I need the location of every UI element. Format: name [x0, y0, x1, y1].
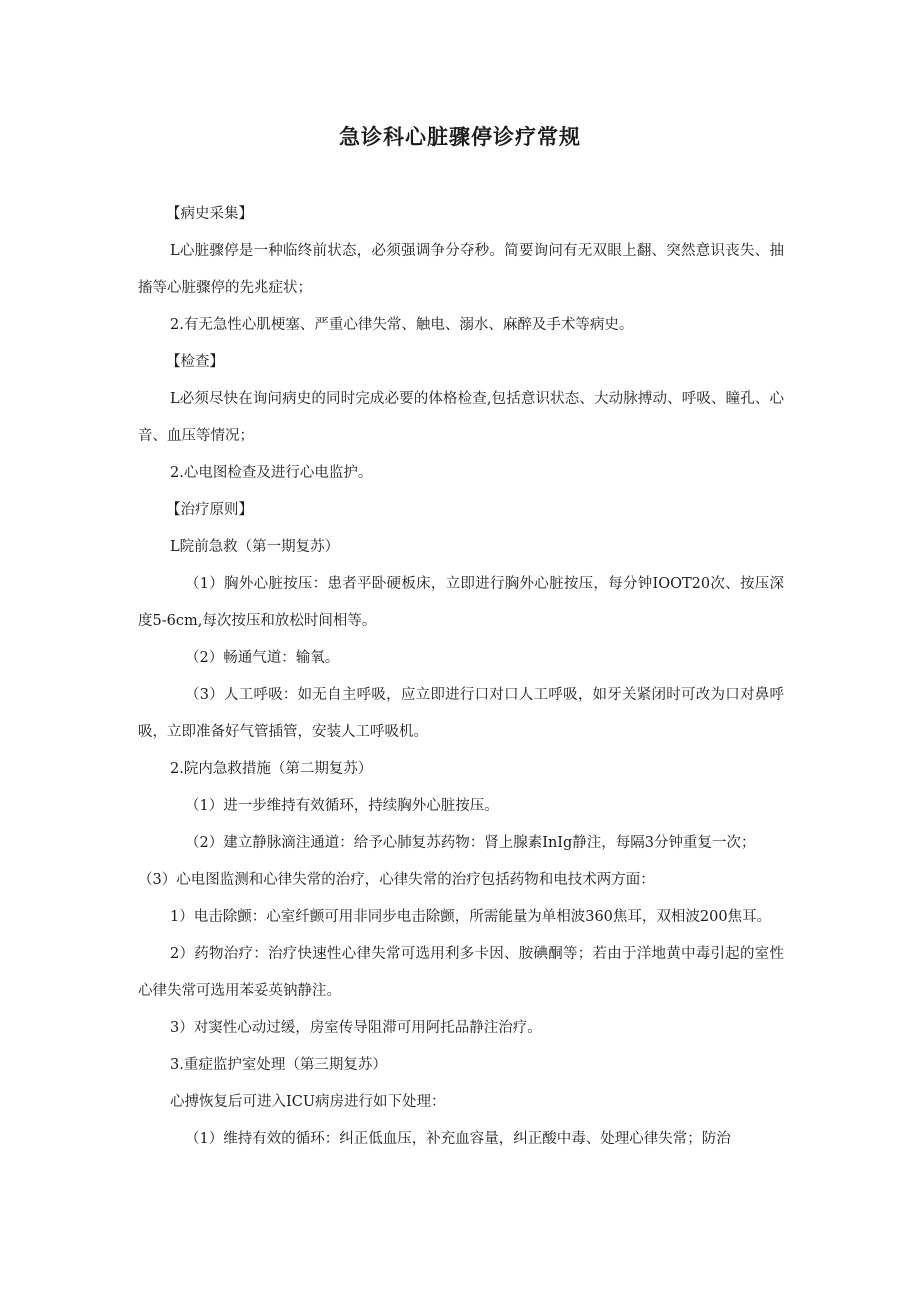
document-body: [138, 196, 784, 1158]
paragraph: L心脏骤停是一种临终前状态，必须强调争分夺秒。简要询问有无双眼上翻、突然意识丧失、抽搐等心脏骤停的先兆症状；: [138, 243, 784, 296]
paragraph: 3）对窦性心动过缓，房室传导阻滞可用阿托品静注治疗。: [170, 1020, 542, 1036]
section-heading-treatment: 【治疗原则】: [166, 502, 253, 518]
section-heading-exam: 【检查】: [166, 354, 224, 370]
section-heading-history: 【病史采集】: [166, 206, 253, 222]
paragraph: （1）维持有效的循环：纠正低血压，补充血容量，纠正酸中毒、处理心律失常；防治: [185, 1131, 731, 1147]
paragraph: （2）建立静脉滴注通道：给予心肺复苏药物：肾上腺素InIg静注，每隔3分钟重复一次；: [185, 835, 756, 851]
paragraph: 2.有无急性心肌梗塞、严重心律失常、触电、溺水、麻醉及手术等病史。: [170, 317, 634, 333]
document-title: 急诊科心脏骤停诊疗常规: [339, 125, 581, 149]
paragraph: （1）胸外心脏按压：患者平卧硬板床，立即进行胸外心脏按压，每分钟IOOT20次、按压深度5-6cm,每次按压和放松时间相等。: [138, 576, 784, 629]
paragraph: 2）药物治疗：治疗快速性心律失常可选用利多卡因、胺碘酮等；若由于洋地黄中毒引起的室性心律失常可选用苯妥英钠静注。: [138, 946, 784, 999]
paragraph: （3）人工呼吸：如无自主呼吸，应立即进行口对口人工呼吸，如牙关紧闭时可改为口对鼻呼吸，立即准备好气管插管，安装人工呼吸机。: [138, 687, 784, 740]
paragraph: （1）进一步维持有效循环，持续胸外心脏按压。: [185, 798, 499, 814]
paragraph: 3.重症监护室处理（第三期复苏）: [170, 1057, 387, 1073]
paragraph: 心搏恢复后可进入ICU病房进行如下处理：: [170, 1094, 446, 1110]
paragraph: 2.院内急救措施（第二期复苏）: [170, 761, 373, 777]
paragraph: （2）畅通气道：输氧。: [185, 650, 340, 666]
paragraph: L必须尽快在询问病史的同时完成必要的体格检查,包括意识状态、大动脉搏动、呼吸、瞳孔、心音、血压等情况；: [138, 391, 784, 444]
paragraph: （3）心电图监测和心律失常的治疗，心律失常的治疗包括药物和电技术两方面：: [138, 872, 655, 888]
paragraph: 1）电击除颤：心室纤颤可用非同步电击除颤，所需能量为单相波360焦耳，双相波200焦耳。: [170, 909, 772, 925]
paragraph: 2.心电图检查及进行心电监护。: [170, 465, 373, 481]
paragraph: L院前急救（第一期复苏）: [170, 539, 340, 555]
